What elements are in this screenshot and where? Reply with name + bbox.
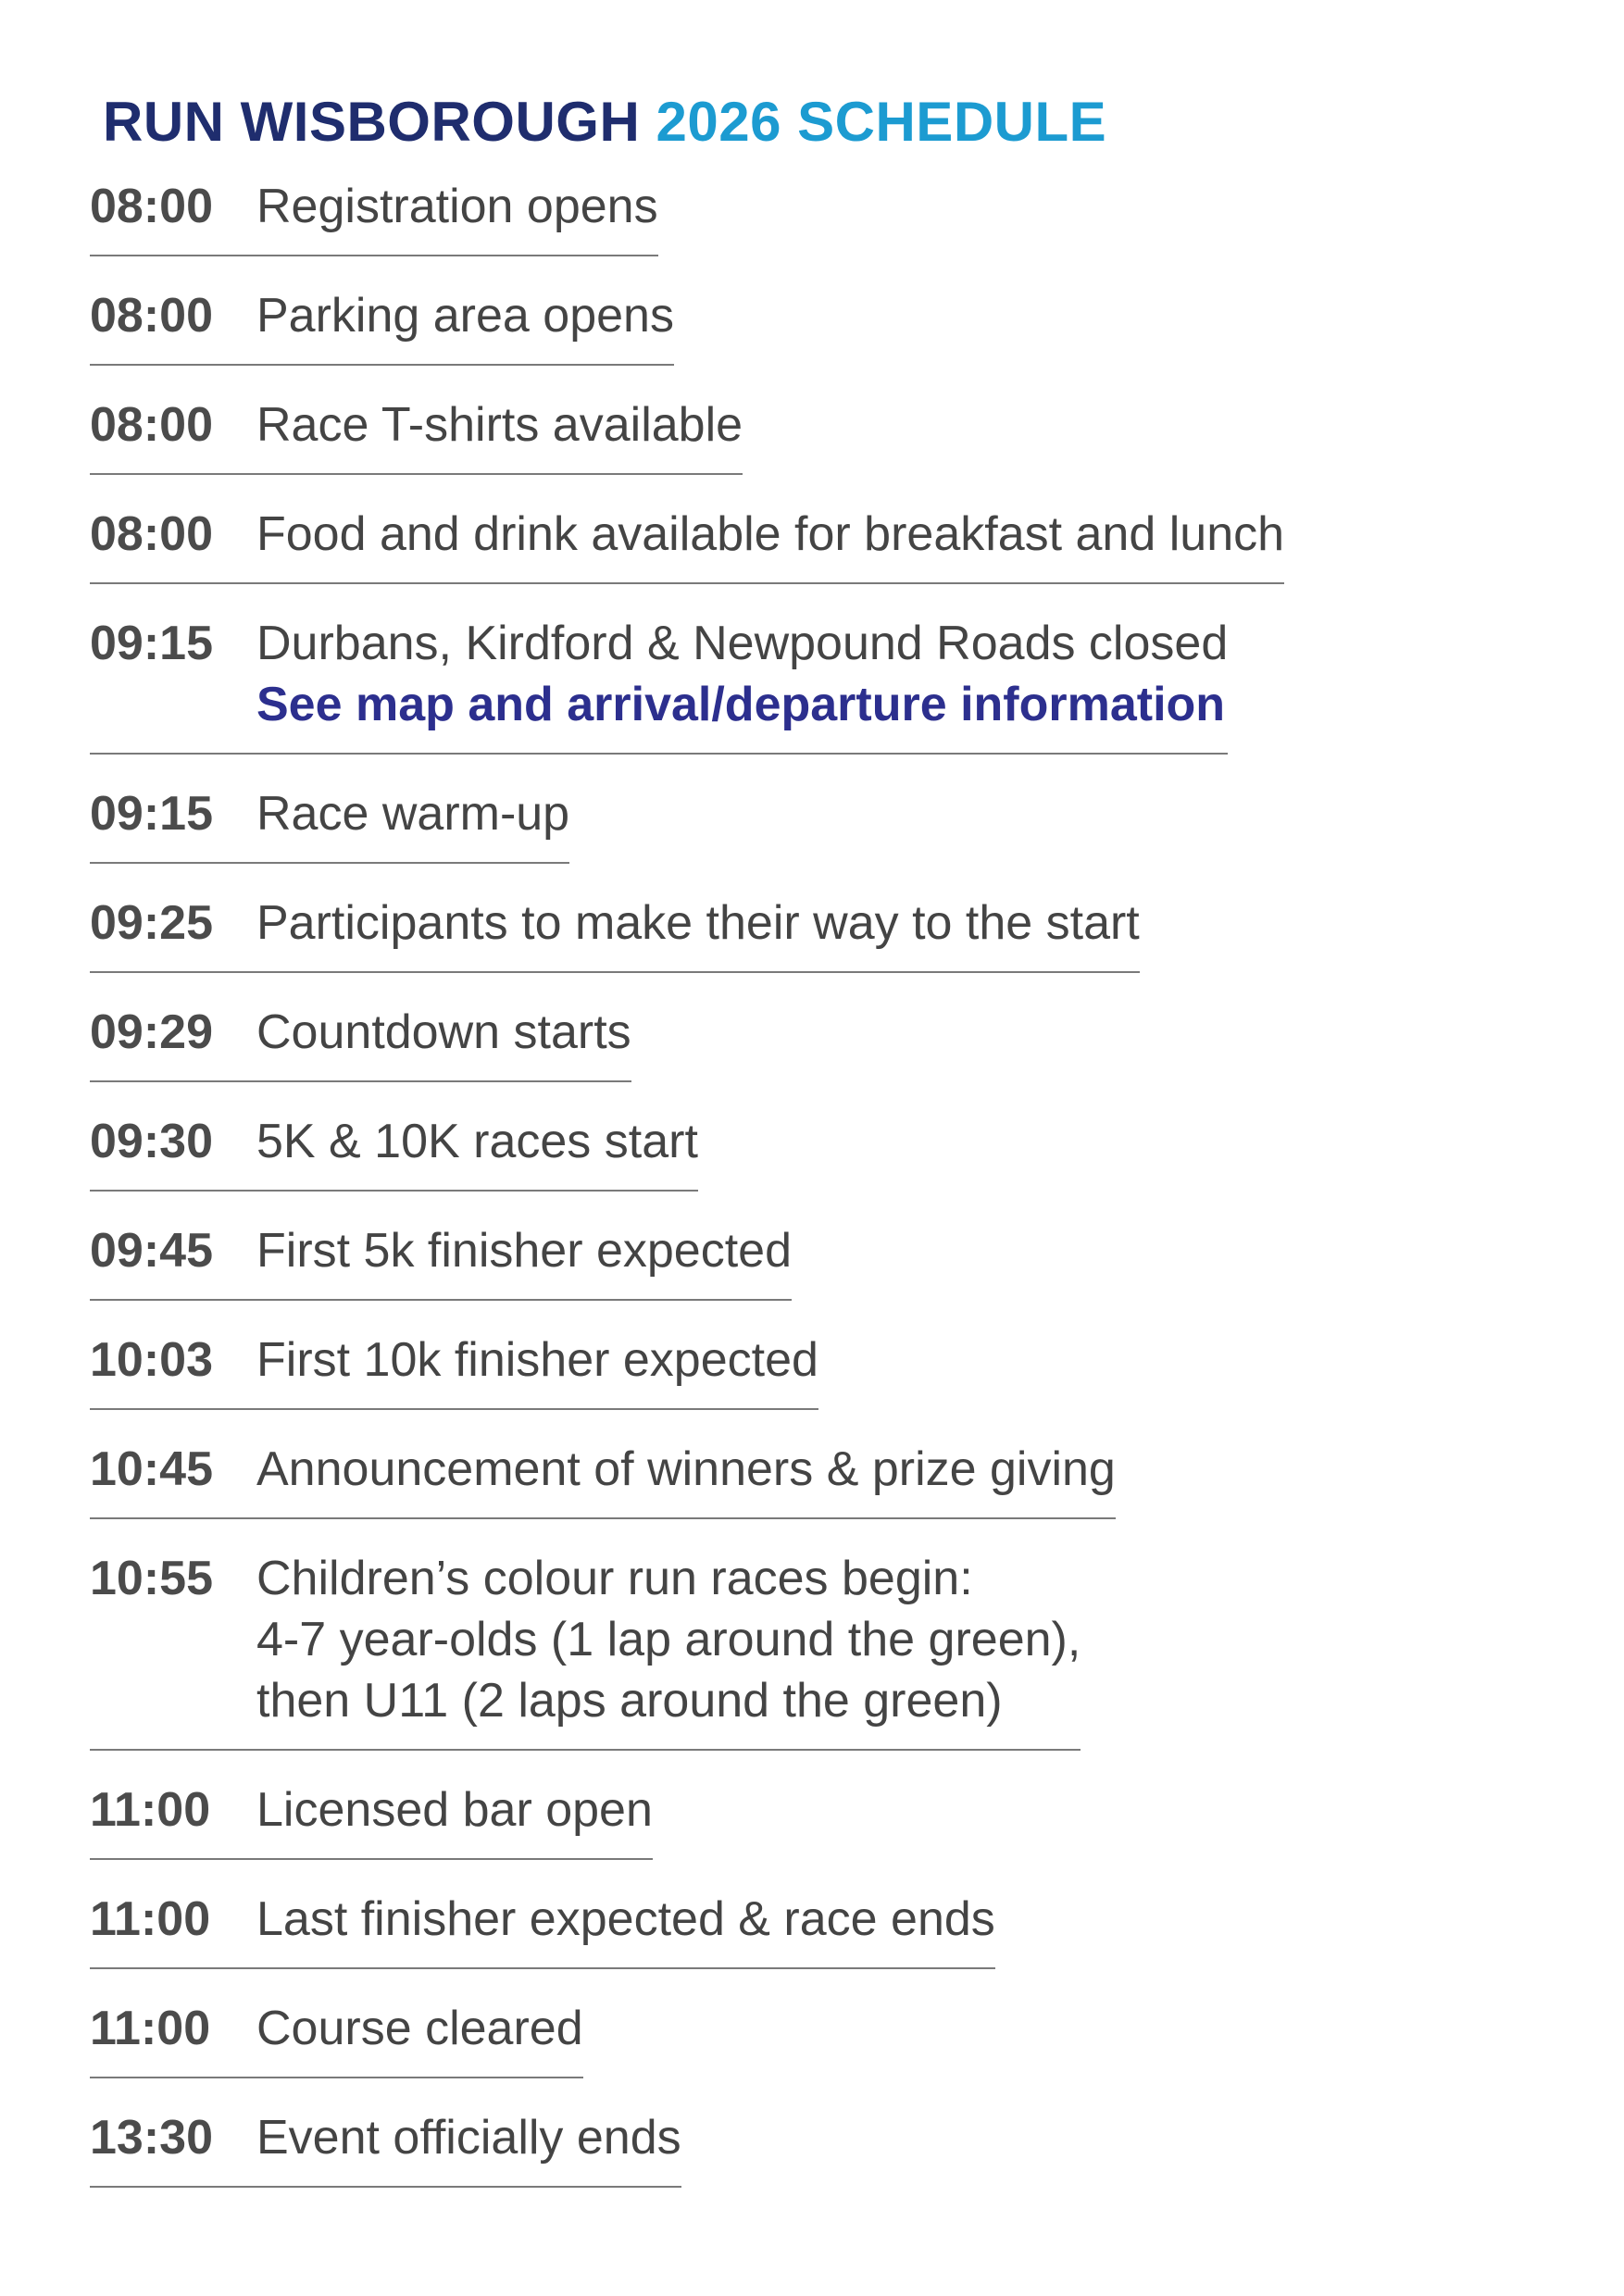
schedule-row — [90, 1998, 583, 2078]
schedule-time: 10:45 — [90, 1442, 213, 1496]
schedule-description — [256, 1779, 653, 1841]
schedule-description — [256, 1998, 583, 2059]
schedule-row — [90, 1779, 653, 1860]
schedule-row — [90, 285, 674, 366]
schedule-description-line: 5K & 10K races start — [256, 1115, 698, 1168]
schedule-time: 10:03 — [90, 1333, 213, 1387]
schedule-description — [256, 1220, 792, 1281]
schedule-description-line: 4-7 year-olds (1 lap around the green), — [256, 1613, 1081, 1666]
schedule-description-line: Food and drink available for breakfast and lunch — [256, 507, 1285, 561]
schedule-page — [90, 85, 1534, 2216]
title-event-name: RUN WISBOROUGH — [103, 91, 641, 153]
title-schedule-label: 2026 SCHEDULE — [656, 91, 1107, 153]
map-info-link[interactable]: See map and arrival/departure information — [256, 678, 1226, 731]
schedule-description — [256, 783, 569, 844]
schedule-row — [90, 1111, 698, 1192]
schedule-description — [256, 1889, 995, 1950]
schedule-description-line: Countdown starts — [256, 1005, 631, 1059]
schedule-description — [256, 176, 658, 237]
schedule-description-line: Registration opens — [256, 180, 658, 233]
schedule-description — [256, 1548, 1081, 1731]
schedule-description-line: Durbans, Kirdford & Newpound Roads closed — [256, 617, 1229, 670]
schedule-description-line: Participants to make their way to the start — [256, 896, 1140, 950]
schedule-row — [90, 1548, 1081, 1751]
schedule-description-line: First 10k finisher expected — [256, 1333, 818, 1387]
schedule-description-line: Event officially ends — [256, 2111, 681, 2165]
schedule-time: 13:30 — [90, 2111, 213, 2165]
schedule-description-line: Licensed bar open — [256, 1783, 653, 1837]
schedule-row — [90, 394, 743, 475]
schedule-description — [256, 1002, 631, 1063]
schedule-time: 09:30 — [90, 1115, 213, 1168]
schedule-description-line: Race T-shirts available — [256, 398, 743, 452]
schedule-description-line: Children’s colour run races begin: — [256, 1552, 973, 1605]
schedule-description — [256, 504, 1284, 565]
schedule-description-line: Announcement of winners & prize giving — [256, 1442, 1116, 1496]
schedule-description — [256, 892, 1140, 954]
schedule-description — [256, 2107, 681, 2168]
schedule-row — [90, 504, 1284, 584]
schedule-time: 09:45 — [90, 1224, 213, 1278]
schedule-description-line: Race warm-up — [256, 787, 570, 841]
schedule-row — [90, 176, 658, 256]
schedule-row — [90, 1002, 631, 1082]
schedule-row — [90, 1439, 1116, 1519]
schedule-row — [90, 613, 1228, 755]
schedule-description — [256, 1439, 1116, 1500]
schedule-list — [90, 176, 1534, 2188]
schedule-time: 09:15 — [90, 617, 213, 670]
schedule-time: 08:00 — [90, 507, 213, 561]
schedule-description-line: Parking area opens — [256, 289, 674, 343]
schedule-time: 09:29 — [90, 1005, 213, 1059]
schedule-description — [256, 613, 1228, 735]
schedule-row — [90, 1329, 818, 1410]
schedule-row — [90, 892, 1140, 973]
schedule-description — [256, 394, 743, 455]
schedule-time: 08:00 — [90, 180, 213, 233]
schedule-row — [90, 1220, 792, 1301]
schedule-row — [90, 783, 569, 864]
schedule-time: 10:55 — [90, 1552, 213, 1605]
schedule-description — [256, 285, 674, 346]
schedule-time: 11:00 — [90, 1892, 211, 1946]
schedule-description-line: Last finisher expected & race ends — [256, 1892, 995, 1946]
schedule-time: 09:25 — [90, 896, 213, 950]
schedule-description — [256, 1111, 698, 1172]
schedule-description-line: Course cleared — [256, 2002, 583, 2055]
page-title — [103, 85, 1534, 159]
schedule-row — [90, 1889, 995, 1969]
schedule-time: 08:00 — [90, 398, 213, 452]
schedule-description-line: then U11 (2 laps around the green) — [256, 1674, 1003, 1728]
schedule-time: 11:00 — [90, 2002, 211, 2055]
schedule-description-line: First 5k finisher expected — [256, 1224, 793, 1278]
schedule-time: 08:00 — [90, 289, 213, 343]
schedule-time: 09:15 — [90, 787, 213, 841]
schedule-description — [256, 1329, 818, 1391]
schedule-row — [90, 2107, 681, 2188]
schedule-time: 11:00 — [90, 1783, 211, 1837]
